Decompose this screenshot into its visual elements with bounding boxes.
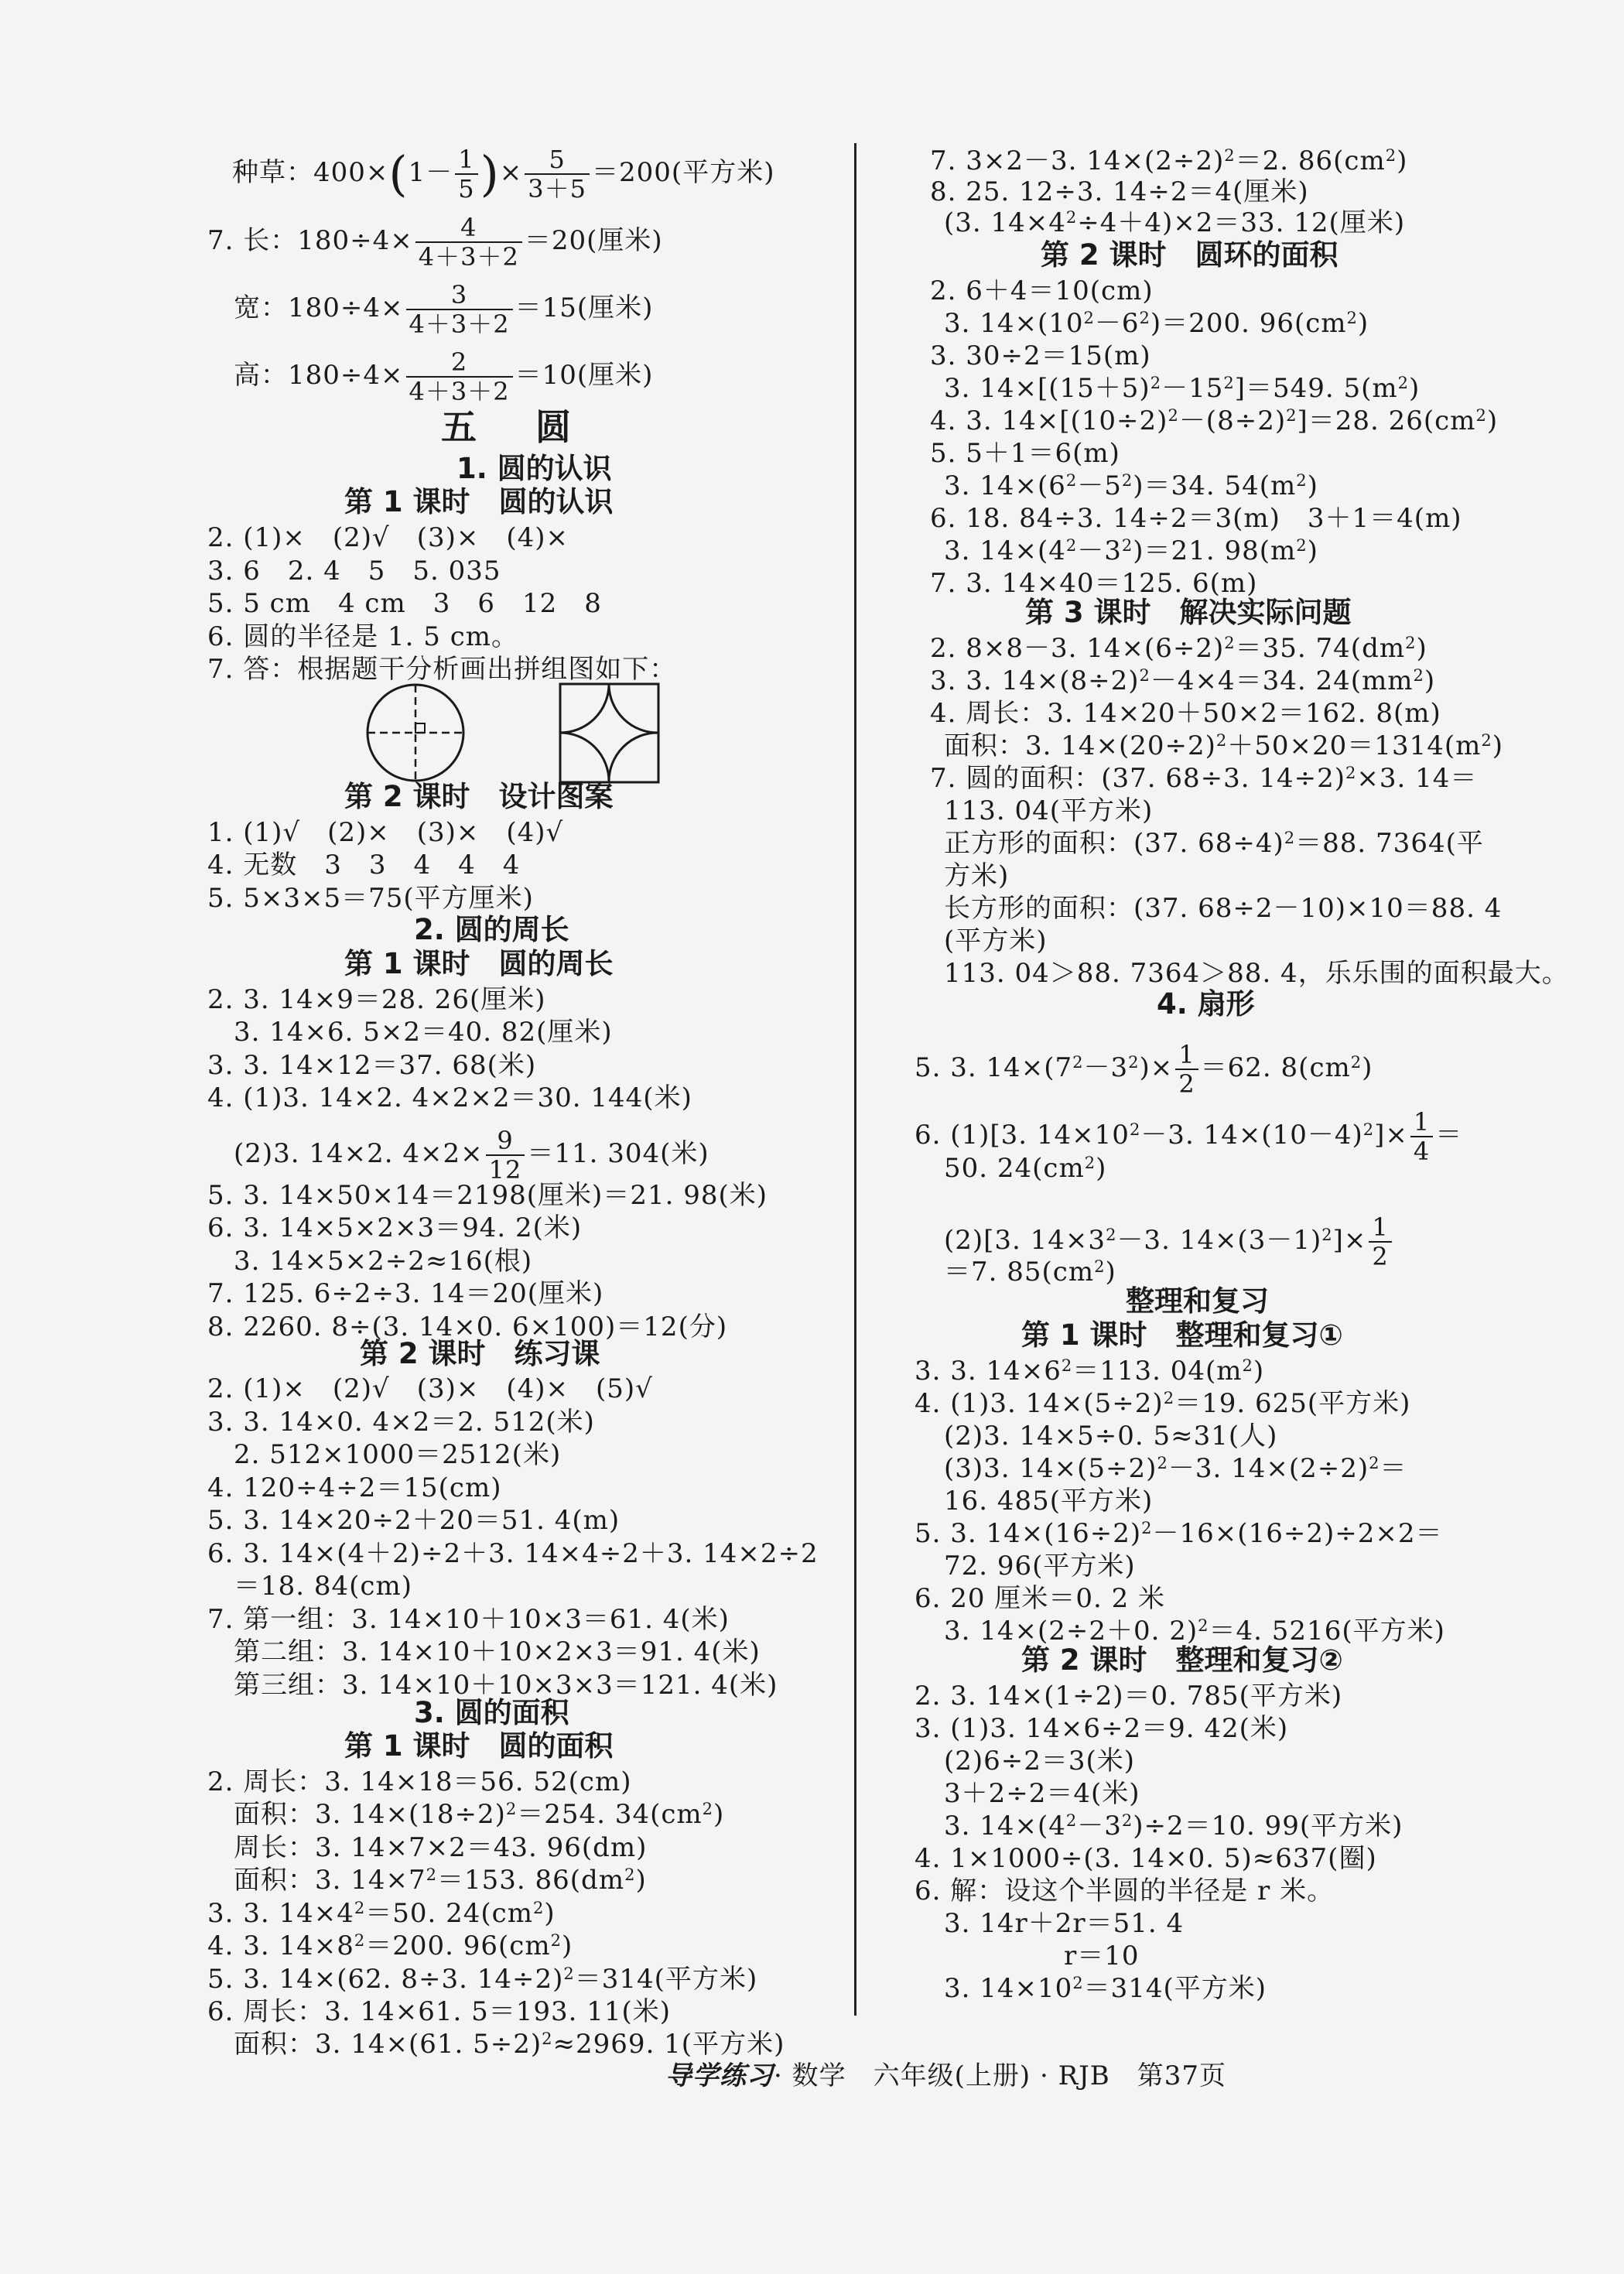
answer-line: (2)3. 14×2. 4×2× $\frac{9}{12}$ ＝11. 304(米) bbox=[234, 1126, 709, 1185]
answer-line: 7. 第一组：3. 14×10＋10×3＝61. 4(米) bbox=[207, 1604, 730, 1635]
answer-line: 3. 6 2. 4 5 5. 035 bbox=[207, 556, 501, 586]
answer-line: 3. 3. 14×0. 4×2＝2. 512(米) bbox=[207, 1407, 595, 1438]
unit-title: 五 圆 bbox=[441, 406, 595, 448]
answer-line: 7. 3. 14×40＝125. 6(m) bbox=[930, 568, 1258, 599]
answer-line: 5. 3. 14×20÷2＋20＝51. 4(m) bbox=[207, 1505, 621, 1536]
answer-line: 宽：180÷4× $\frac{3}{4+3+2}$ ＝15(厘米) bbox=[234, 280, 654, 339]
lesson-heading: 第 1 课时 圆的认识 bbox=[344, 485, 614, 518]
answer-line: 面积：3. $14\times(18\div 2)^2=254$. $34(cm^2)$ bbox=[234, 1799, 725, 1830]
answer-line: 3. 14×(2÷2＋0. 2)$^2$＝4. 5216(平方米) bbox=[944, 1616, 1445, 1647]
answer-line: 1. (1)√ (2)× (3)× (4)√ bbox=[207, 817, 564, 848]
answer-line: 3. 3. $14\times(8\div 2)^2-4\times 4=34$. $24(mm^2)$ bbox=[930, 665, 1436, 696]
answer-line: 2. (1)× (2)√ (3)× (4)× bbox=[207, 522, 569, 553]
answer-line: 5. 5×3×5＝75(平方厘米) bbox=[207, 883, 534, 914]
footer-brand: 导学练习 bbox=[665, 2060, 774, 2091]
answer-line: 7. 答：根据题干分析画出拼组图如下： bbox=[207, 654, 677, 685]
answer-line: 4. 120÷4÷2＝15(cm) bbox=[207, 1472, 502, 1503]
answer-line: 4. 3. $14\times 8^2=200$. $96(cm^2)$ bbox=[207, 1930, 573, 1961]
answer-line: 3. 30÷2＝15(m) bbox=[930, 340, 1151, 371]
answer-line: 3. 14×5×2÷2≈16(根) bbox=[234, 1246, 533, 1277]
answer-line: 6. 20 厘米＝0. 2 米 bbox=[915, 1583, 1166, 1614]
answer-line: 8. 2260. 8÷(3. 14×0. 6×100)＝12(分) bbox=[207, 1311, 728, 1342]
answer-line: 3＋2÷2＝4(米) bbox=[944, 1778, 1140, 1809]
answer-line: (3)3. $14\times(5\div 2)^2-3$. $14\times(2\div 2)^2=$ bbox=[944, 1453, 1407, 1484]
answer-line: 2. (1)× (2)√ (3)× (4)× (5)√ bbox=[207, 1373, 653, 1404]
answer-line: 72. 96(平方米) bbox=[944, 1551, 1136, 1582]
answer-line: 面积：3. $14\times 7^2=153$. $86(dm^2)$ bbox=[234, 1865, 647, 1896]
answer-line: ＝18. 84(cm) bbox=[234, 1571, 412, 1602]
section-heading: 2. 圆的周长 bbox=[414, 913, 569, 946]
answer-line: 8. 25. 12÷3. 14÷2＝4(厘米) bbox=[930, 176, 1309, 207]
answer-line: 3. 14r＋2r＝51. 4 bbox=[944, 1908, 1185, 1939]
answer-line: 5. 3. $14\times(16\div 2)^2-16\times(16\div 2)\div 2\times 2=$ bbox=[915, 1518, 1443, 1549]
answer-line: 方米) bbox=[944, 860, 1010, 891]
answer-line: 5. 5＋1＝6(m) bbox=[930, 438, 1120, 469]
lesson-heading: 第 1 课时 圆的面积 bbox=[344, 1729, 614, 1763]
answer-line: 3. 3. $14\times 6^2=113$. $04(m^2)$ bbox=[915, 1356, 1265, 1387]
answer-line: 3. 3. 14×12＝37. 68(米) bbox=[207, 1050, 537, 1081]
answer-line: 正方形的面积：(37. 68÷4)$^2$＝88. 7364(平 bbox=[944, 828, 1484, 859]
answer-line: 3. $14\times[(15+5)^2-15^2]=549$. $5(m^2)$ bbox=[944, 373, 1421, 404]
answer-line: 3. $14\times(6^2-5^2)=34$. $54(m^2)$ bbox=[944, 470, 1318, 501]
lesson-heading: 第 1 课时 圆的周长 bbox=[344, 947, 614, 980]
answer-line: 3. $14\times(10^2-6^2)=200$. $96(cm^2)$ bbox=[944, 308, 1369, 339]
answer-line: 4. 1×1000÷(3. 14×0. 5)≈637(圈) bbox=[915, 1843, 1377, 1874]
answer-line: 4. 周长：3. 14×20＋50×2＝162. 8(m) bbox=[930, 698, 1441, 729]
answer-line: 周长：3. 14×7×2＝43. 96(dm) bbox=[234, 1832, 648, 1863]
answer-line: (平方米) bbox=[944, 925, 1048, 956]
answer-line: 7. 圆的面积：(37. 68÷3. 14÷2)$^2$×3. 14＝ bbox=[930, 763, 1478, 794]
answer-line: 长方形的面积：(37. 68÷2－10)×10＝88. 4 bbox=[944, 893, 1503, 924]
answer-line: 2. 6＋4＝10(cm) bbox=[930, 275, 1154, 306]
answer-line: 6. 3. 14×(4＋2)÷2＋3. 14×4÷2＋3. 14×2÷2 bbox=[207, 1538, 819, 1569]
answer-line: 6. 周长：3. 14×61. 5＝193. 11(米) bbox=[207, 1996, 672, 2027]
answer-line: r＝10 bbox=[1064, 1941, 1140, 1971]
answer-line: 6. 3. 14×5×2×3＝94. 2(米) bbox=[207, 1212, 583, 1243]
answer-line: 4. (1)3. 14×2. 4×2×2＝30. 144(米) bbox=[207, 1082, 692, 1113]
footer-text: · 数学 六年级(上册) · RJB 第37页 bbox=[774, 2060, 1227, 2091]
answer-line: 7. 长：180÷4× $\frac{4}{4+3+2}$ ＝20(厘米) bbox=[207, 213, 663, 272]
answer-line: 高：180÷4× $\frac{2}{4+3+2}$ ＝10(厘米) bbox=[234, 347, 654, 406]
answer-line: 3. 3. $14\times 4^2=50$. $24(cm^2)$ bbox=[207, 1898, 556, 1929]
answer-line: (2)3. 14×5÷0. 5≈31(人) bbox=[944, 1421, 1278, 1452]
answer-line: (2)[3. $14\times 3^2-3$. $14\times(3-1)^2]\times$ $\frac{1}{2}$ bbox=[944, 1213, 1394, 1270]
answer-line: 4. (1)3. $14\times(5\div 2)^2=19$. 625(平方米) bbox=[915, 1388, 1411, 1419]
section-heading: 4. 扇形 bbox=[1157, 987, 1255, 1021]
answer-line: 6. 圆的半径是 1. 5 cm。 bbox=[207, 621, 519, 652]
lesson-heading: 第 2 课时 圆环的面积 bbox=[1041, 238, 1339, 272]
answer-line: 5. 3. $14\times(7^2-3^2)\times$ $\frac{1}{2}$ ＝62. $8(cm^2)$ bbox=[915, 1040, 1373, 1099]
answer-line: 3. $14\times 10^2=314$(平方米) bbox=[944, 1973, 1267, 2004]
answer-line: 面积：3. $14\times(20\div 2)^2+50\times 20=1314(m^2)$ bbox=[944, 730, 1503, 761]
lesson-heading: 第 1 课时 整理和复习① bbox=[1021, 1318, 1343, 1352]
answer-line: 5. 3. 14×(62. 8÷3. 14÷2)$^2$＝314(平方米) bbox=[207, 1964, 758, 1995]
answer-line: 16. 485(平方米) bbox=[944, 1486, 1154, 1517]
answer-line: 种草：400×(1－ $\frac{1}{5}$ )× $\frac{5}{3+5}$ ＝200(平方米) bbox=[232, 145, 775, 203]
answer-line: 6. (1)[3. $14\times 10^2-3$. $14\times(10-4)^2]\times$ $\frac{1}{4}$ ＝ bbox=[915, 1107, 1463, 1166]
lesson-heading: 第 3 课时 解决实际问题 bbox=[1025, 596, 1352, 629]
column-divider bbox=[854, 143, 856, 2016]
circle-division-figure bbox=[364, 681, 468, 785]
answer-line: 第三组：3. 14×10＋10×3×3＝121. 4(米) bbox=[234, 1670, 778, 1701]
section-heading: 1. 圆的认识 bbox=[456, 452, 612, 485]
answer-line: 2. 3. 14×(1÷2)＝0. 785(平方米) bbox=[915, 1681, 1343, 1711]
section-heading: 3. 圆的面积 bbox=[414, 1696, 569, 1729]
answer-line: (3. $14\times 4^2\div 4+4)\times 2=33$. 12(厘米) bbox=[944, 207, 1406, 238]
answer-line: 113. 04(平方米) bbox=[944, 795, 1154, 826]
lesson-heading: 第 2 课时 练习课 bbox=[360, 1337, 600, 1370]
answer-line: 2. 3. 14×9＝28. 26(厘米) bbox=[207, 984, 546, 1015]
answer-line: ＝7. $85(cm^2)$ bbox=[944, 1257, 1116, 1287]
answer-line: 3. (1)3. 14×6÷2＝9. 42(米) bbox=[915, 1713, 1289, 1744]
answer-line: 4. 3. $14\times[(10\div 2)^2-(8\div 2)^2]=28$. $26(cm^2)$ bbox=[930, 405, 1499, 436]
answer-line: 7. 3×2－3. $14\times(2\div 2)^2=2$. $86(cm^2)$ bbox=[930, 145, 1408, 176]
answer-line: 7. 125. 6÷2÷3. 14＝20(厘米) bbox=[207, 1278, 604, 1309]
answer-line: 6. 解：设这个半圆的半径是 r 米。 bbox=[915, 1876, 1335, 1906]
answer-line: 50. $24(cm^2)$ bbox=[944, 1153, 1107, 1184]
answer-line: 面积：3. 14×(61. 5÷2)$^2$≈2969. 1(平方米) bbox=[234, 2029, 785, 2060]
answer-line: (2)6÷2＝3(米) bbox=[944, 1746, 1136, 1776]
section-heading: 整理和复习 bbox=[1126, 1284, 1269, 1318]
answer-line: 2. 周长：3. 14×18＝56. 52(cm) bbox=[207, 1766, 632, 1797]
answer-line: 5. 5 cm 4 cm 3 6 12 8 bbox=[207, 588, 602, 619]
lesson-heading: 第 2 课时 设计图案 bbox=[344, 780, 614, 813]
answer-line: 第二组：3. 14×10＋10×2×3＝91. 4(米) bbox=[234, 1636, 761, 1667]
answer-line: 113. 04＞88. 7364＞88. 4，乐乐围的面积最大。 bbox=[944, 958, 1569, 989]
answer-line: 2. 8×8－3. $14\times(6\div 2)^2=35$. $74(dm^2)$ bbox=[930, 633, 1427, 664]
page-footer bbox=[665, 2054, 1226, 2092]
answer-line: 6. 18. 84÷3. 14÷2＝3(m) 3＋1＝4(m) bbox=[930, 503, 1462, 534]
answer-line: 4. 无数 3 3 4 4 4 bbox=[207, 850, 521, 881]
answer-line: 5. 3. 14×50×14＝2198(厘米)＝21. 98(米) bbox=[207, 1180, 768, 1211]
answer-line: 2. 512×1000＝2512(米) bbox=[234, 1439, 562, 1470]
answer-line: 3. $14\times(4^2-3^2)=21$. $98(m^2)$ bbox=[944, 535, 1318, 566]
lesson-heading: 第 2 课时 整理和复习② bbox=[1021, 1643, 1343, 1677]
square-arcs-figure bbox=[557, 681, 662, 785]
answer-line: 3. 14×6. 5×2＝40. 82(厘米) bbox=[234, 1017, 613, 1048]
answer-line: 3. $14\times(4^2-3^2)\div 2=10$. 99(平方米) bbox=[944, 1811, 1403, 1841]
